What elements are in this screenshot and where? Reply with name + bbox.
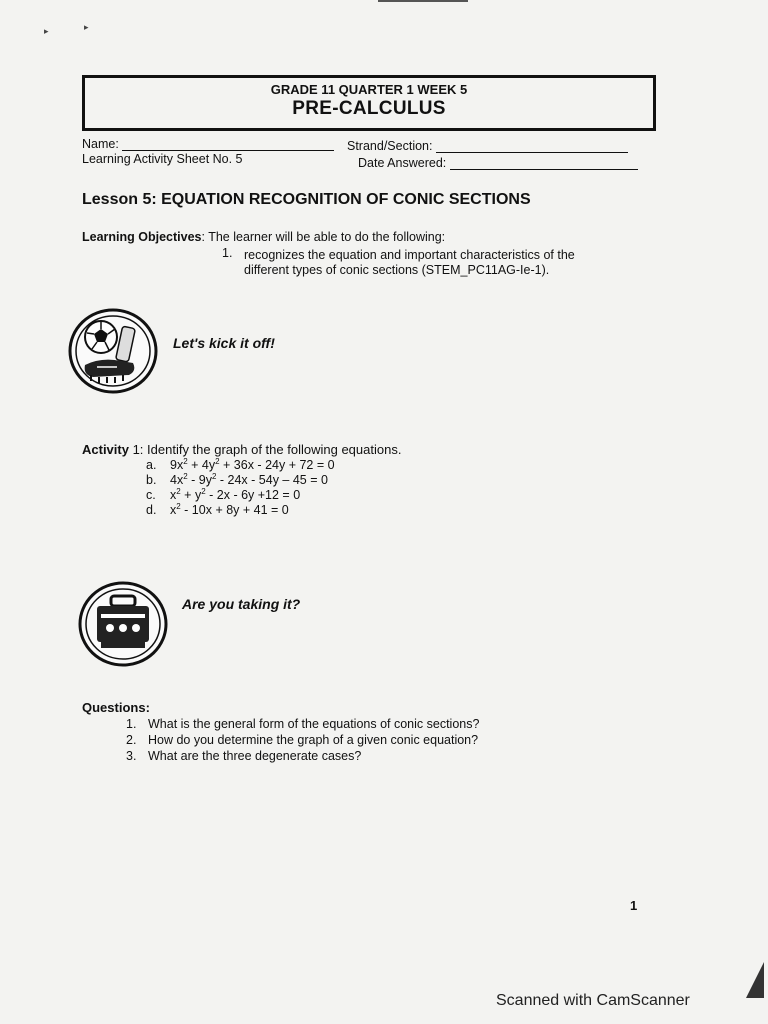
page-corner-icon xyxy=(738,962,764,998)
equation-letter: b. xyxy=(146,473,157,487)
objectives-intro-text: : The learner will be able to do the following: xyxy=(201,230,446,244)
equation-term: + 36x - 24y + 72 = 0 xyxy=(219,458,335,472)
question-number: 2. xyxy=(126,733,137,747)
equation-term: 9x xyxy=(170,458,184,472)
soccer-ball-icon xyxy=(67,307,159,395)
activity-instructions xyxy=(82,442,401,457)
objectives-intro xyxy=(82,229,445,245)
equation-item xyxy=(146,458,335,473)
scan-edge-line xyxy=(378,0,468,2)
equation-item xyxy=(146,488,335,503)
question-text: What are the three degenerate cases? xyxy=(148,749,362,763)
strand-label: Strand/Section: xyxy=(347,139,433,153)
strand-blank xyxy=(436,140,628,153)
activity-text: 1: Identify the graph of the following equations. xyxy=(128,442,402,457)
objectives-heading: Learning Objectives xyxy=(82,230,202,244)
scan-speck: ▸ xyxy=(44,26,49,36)
question-number: 1. xyxy=(126,717,137,731)
objective-line-2: different types of conic sections (STEM_PC11AG-Ie-1). xyxy=(244,263,550,277)
equation-item xyxy=(146,503,335,518)
equation-term: 4x xyxy=(170,473,184,487)
question-list xyxy=(126,716,479,764)
equation-term: - 2x - 6y +12 = 0 xyxy=(205,488,301,502)
equation-expression xyxy=(170,458,335,473)
exponent: 2 xyxy=(183,456,188,466)
strand-field xyxy=(347,139,628,153)
equation-term: x xyxy=(170,503,177,517)
equation-letter: d. xyxy=(146,503,157,517)
objective-line-1: recognizes the equation and important characteristics of the xyxy=(244,248,575,262)
sheet-number: Learning Activity Sheet No. 5 xyxy=(82,152,243,166)
equation-expression xyxy=(170,488,300,503)
date-blank xyxy=(450,157,638,170)
equation-letter: c. xyxy=(146,488,156,502)
subject-title: PRE-CALCULUS xyxy=(292,98,446,119)
questions-heading: Questions: xyxy=(82,700,150,715)
header-box xyxy=(82,75,656,131)
taking-it-heading: Are you taking it? xyxy=(182,596,301,612)
date-field xyxy=(358,156,638,170)
equation-term: - 10x + 8y + 41 = 0 xyxy=(180,503,289,517)
exponent: 2 xyxy=(215,456,220,466)
equation-term: - 24x - 54y – 45 = 0 xyxy=(216,473,328,487)
page-number: 1 xyxy=(630,898,638,913)
question-number: 3. xyxy=(126,749,137,763)
date-label: Date Answered: xyxy=(358,156,447,170)
equation-letter: a. xyxy=(146,458,157,472)
equation-item xyxy=(146,473,335,488)
question-text: What is the general form of the equations of conic sections? xyxy=(148,717,480,731)
grade-quarter-week: GRADE 11 QUARTER 1 WEEK 5 xyxy=(270,82,468,97)
question-item xyxy=(126,716,479,732)
camscanner-watermark: Scanned with CamScanner xyxy=(496,992,690,1009)
equation-term: + 4y xyxy=(187,458,216,472)
equation-expression xyxy=(170,503,289,518)
exponent: 2 xyxy=(176,486,181,496)
equation-term: + y xyxy=(180,488,202,502)
lesson-title: Lesson 5: EQUATION RECOGNITION OF CONIC SECTIONS xyxy=(82,191,531,208)
exponent: 2 xyxy=(211,471,217,481)
activity-label: Activity xyxy=(82,442,129,457)
exponent: 2 xyxy=(176,501,181,511)
scan-speck: ▸ xyxy=(84,22,89,32)
equation-term: - 9y xyxy=(187,473,212,487)
equation-expression xyxy=(170,473,328,488)
equation-list xyxy=(146,458,335,518)
equation-term: x xyxy=(170,488,177,502)
name-field xyxy=(82,137,334,151)
name-label: Name: xyxy=(82,137,119,151)
name-blank xyxy=(122,138,334,151)
exponent: 2 xyxy=(183,471,188,481)
kick-off-heading: Let's kick it off! xyxy=(173,335,275,351)
question-text: How do you determine the graph of a given conic equation? xyxy=(148,733,479,747)
exponent: 2 xyxy=(201,486,206,496)
toolbox-icon xyxy=(77,580,169,668)
objective-number: 1. xyxy=(222,246,233,260)
question-item xyxy=(126,748,479,764)
question-item xyxy=(126,732,479,748)
